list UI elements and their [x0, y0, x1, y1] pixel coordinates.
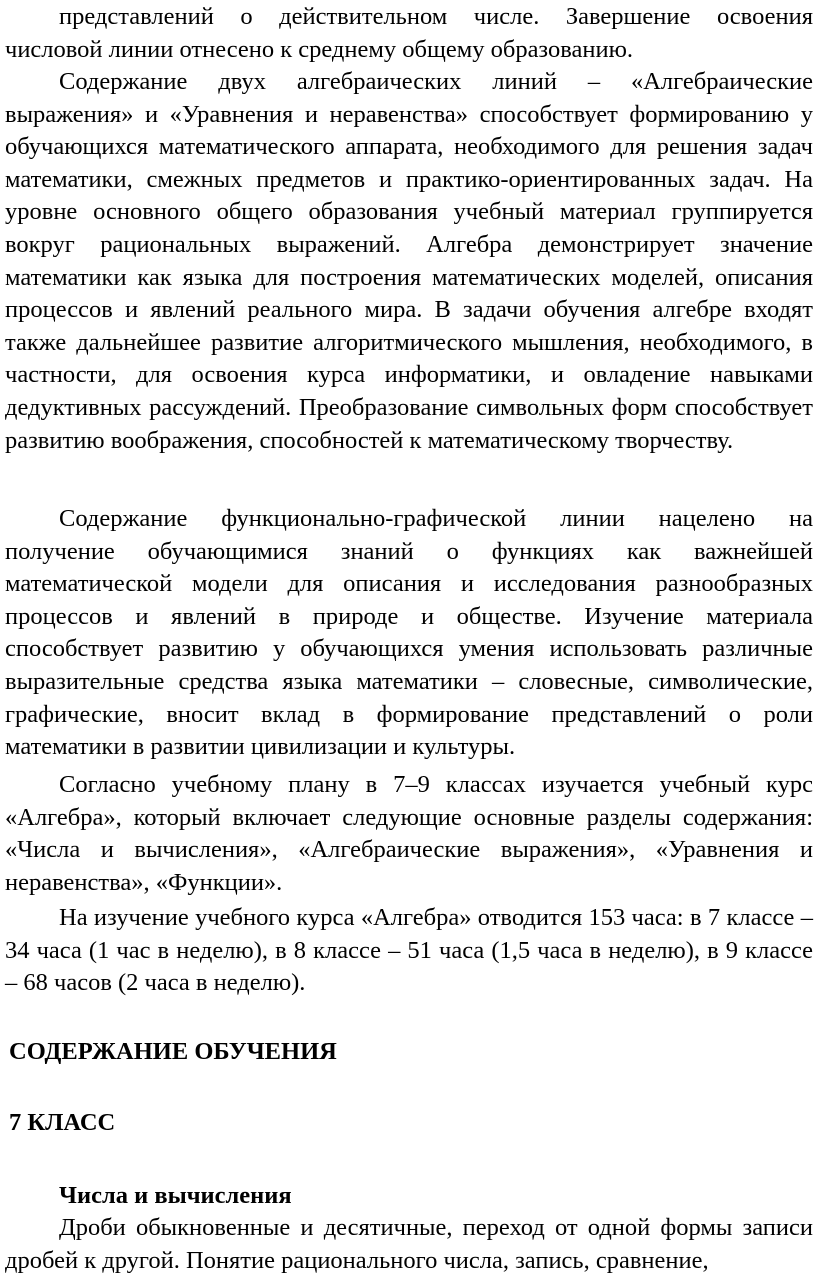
heading-section: Числа и вычисления	[59, 1182, 292, 1209]
paragraph-functional-line: Содержание функционально-графической линии нацелено на получение обучающимися знаний о функциях как важнейшей математической модели для описания и исследования разнообразных процессов и явлений в природе и обществе. Изучение материала способствует развитию у обучающихся умения использовать различные выразительные средства языка математики – словесные, символические, графические, вносит вклад в формирование представлений о роли математики в развитии цивилизации и культуры.	[5, 505, 813, 761]
paragraph-fractions: Дроби обыкновенные и десятичные, переход от одной формы записи дробей к другой. Понятие рационального числа, запись, сравнение,	[5, 1214, 813, 1274]
paragraph-algebra-lines: Содержание двух алгебраических линий – «Алгебраические выражения» и «Уравнения и неравенства» способствует формированию у обучающихся математического аппарата, необходимого для решения задач математики, смежных предметов и практико-ориентированных задач. На уровне основного общего образования учебный материал группируется вокруг рациональных выражений. Алгебра демонстрирует значение математики как языка для построения математических моделей, описания процессов и явлений реального мира. В задачи обучения алгебре входят также дальнейшее развитие алгоритмического мышления, необходимого, в частности, для освоения курса информатики, и овладение навыками дедуктивных рассуждений. Преобразование символьных форм способствует развитию воображения, способностей к математическому творчеству.	[5, 68, 813, 454]
paragraph-curriculum: Согласно учебному плану в 7–9 классах изучается учебный курс «Алгебра», который включает следующие основные разделы содержания: «Числа и вычисления», «Алгебраические выражения», «Уравнения и неравенства», «Функции».	[5, 771, 813, 896]
paragraph-hours: На изучение учебного курса «Алгебра» отводится 153 часа: в 7 классе – 34 часа (1 час в неделю), в 8 классе – 51 часа (1,5 часа в неделю), в 9 классе – 68 часов (2 часа в неделю).	[5, 904, 813, 997]
heading-grade: 7 КЛАСС	[9, 1109, 116, 1136]
paragraph-intro: представлений о действительном числе. Завершение освоения числовой линии отнесено к среднему общему образованию.	[5, 3, 813, 63]
heading-content: СОДЕРЖАНИЕ ОБУЧЕНИЯ	[9, 1038, 337, 1065]
